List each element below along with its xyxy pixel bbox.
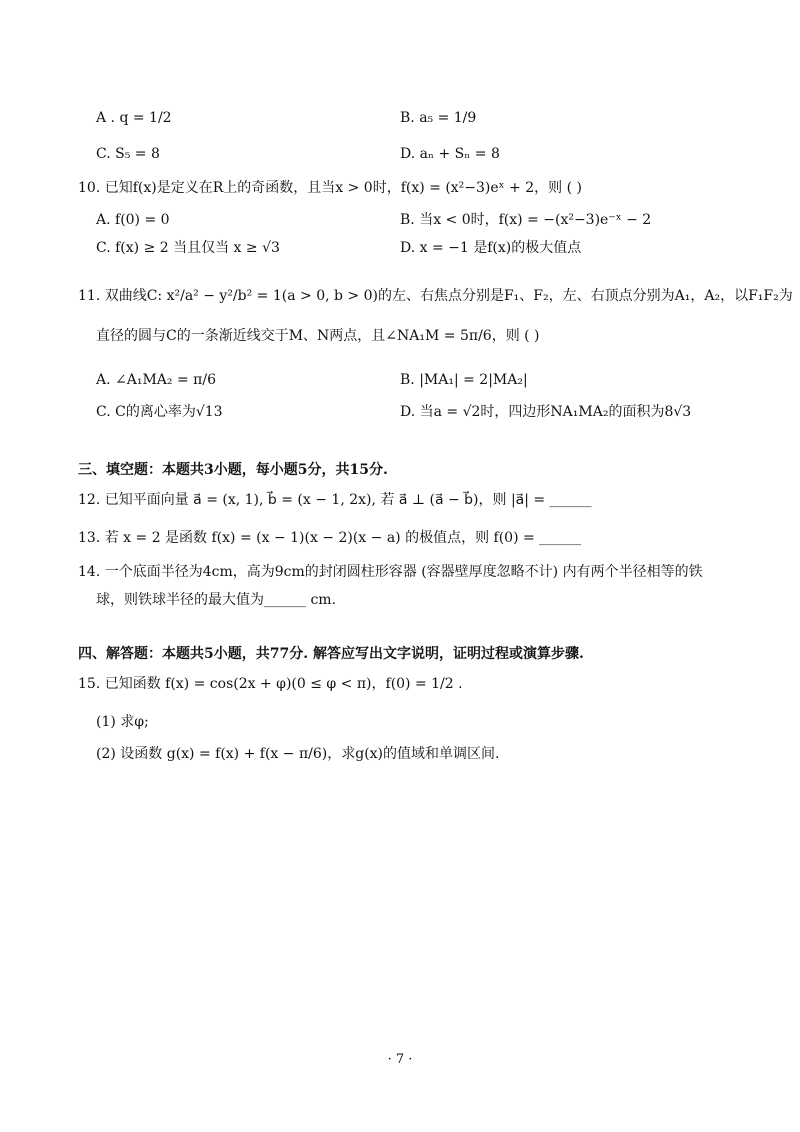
q14-line2: 球，则铁球半径的最大值为______ cm.: [96, 592, 337, 608]
q12: 12. 已知平面向量 a⃗ = (x, 1), b⃗ = (x − 1, 2x), 若 a⃗ ⊥ (a⃗ − b⃗)，则 |a⃗| = ______: [78, 492, 592, 508]
q10-option-a: A. f(0) = 0: [96, 212, 170, 228]
q10-option-c: C. f(x) ≥ 2 当且仅当 x ≥ √3: [96, 240, 280, 256]
q10-option-b: B. 当x < 0时，f(x) = −(x²−3)e⁻ˣ − 2: [400, 212, 652, 228]
option-b-a5: B. a₅ = 1/9: [400, 110, 477, 126]
q15-part1: (1) 求φ;: [96, 714, 149, 730]
option-d-an-sn: D. aₙ + Sₙ = 8: [400, 146, 500, 162]
option-c-s5: C. S₅ = 8: [96, 146, 160, 162]
q10-option-d: D. x = −1 是f(x)的极大值点: [400, 240, 582, 256]
q11-option-c: C. C的离心率为√13: [96, 404, 223, 420]
q11-option-b: B. |MA₁| = 2|MA₂|: [400, 372, 528, 388]
q14-line1: 14. 一个底面半径为4cm，高为9cm的封闭圆柱形容器 (容器壁厚度忽略不计) 内有两个半径相等的铁: [78, 564, 703, 580]
section-3-heading: 三、填空题：本题共3小题，每小题5分，共15分.: [78, 462, 388, 478]
option-a-q: A . q = 1/2: [96, 110, 172, 126]
q11-option-a: A. ∠A₁MA₂ = π/6: [96, 372, 216, 388]
q15-stem: 15. 已知函数 f(x) = cos(2x + φ)(0 ≤ φ < π)，f(0) = 1/2 .: [78, 676, 463, 692]
page-number: · 7 ·: [387, 1052, 413, 1067]
q10-stem: 10. 已知f(x)是定义在R上的奇函数，且当x > 0时，f(x) = (x²−3)eˣ + 2，则 ( ): [78, 180, 582, 196]
q11-option-d: D. 当a = √2时，四边形NA₁MA₂的面积为8√3: [400, 404, 692, 420]
q11-stem-line2: 直径的圆与C的一条渐近线交于M、N两点，且∠NA₁M = 5π/6，则 ( ): [96, 328, 540, 344]
section-4-heading: 四、解答题：本题共5小题，共77分. 解答应写出文字说明，证明过程或演算步骤.: [78, 646, 584, 662]
q11-stem-line1: 11. 双曲线C: x²/a² − y²/b² = 1(a > 0, b > 0)的左、右焦点分别是F₁、F₂，左、右顶点分别为A₁，A₂，以F₁F₂为: [78, 288, 793, 304]
q13: 13. 若 x = 2 是函数 f(x) = (x − 1)(x − 2)(x − a) 的极值点，则 f(0) = ______: [78, 530, 582, 546]
q15-part2: (2) 设函数 g(x) = f(x) + f(x − π/6)，求g(x)的值域和单调区间.: [96, 746, 500, 762]
